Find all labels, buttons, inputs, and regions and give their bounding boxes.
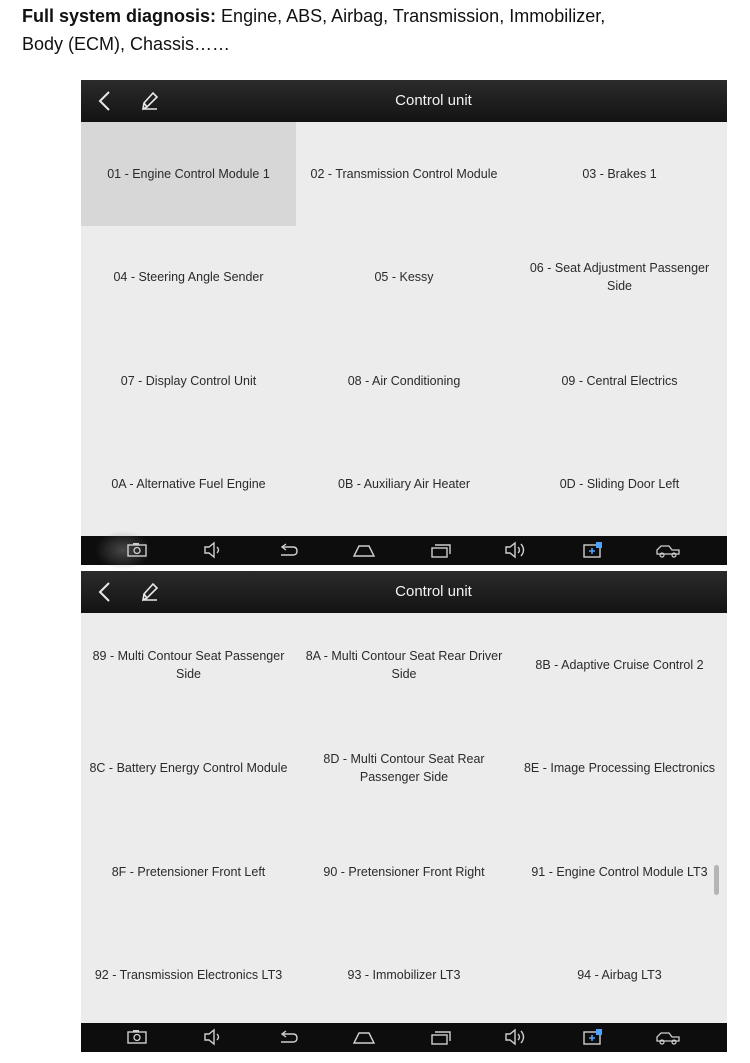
control-unit-item[interactable]: 8D - Multi Contour Seat Rear Passenger Side xyxy=(323,752,485,785)
control-unit-item[interactable]: 90 - Pretensioner Front Right xyxy=(323,864,485,879)
control-unit-item[interactable]: 92 - Transmission Electronics LT3 xyxy=(94,968,283,983)
control-unit-item[interactable]: 01 - Engine Control Module 1 xyxy=(81,122,296,226)
edit-pen-icon[interactable] xyxy=(135,579,161,605)
control-unit-item[interactable]: 02 - Transmission Control Module xyxy=(310,166,498,181)
control-unit-item[interactable]: 93 - Immobilizer LT3 xyxy=(347,968,461,983)
recent-apps-icon[interactable] xyxy=(427,540,453,560)
add-screen-icon[interactable] xyxy=(579,1027,605,1047)
control-unit-item[interactable]: 06 - Seat Adjustment Passenger Side xyxy=(529,261,710,294)
volume-up-icon[interactable] xyxy=(503,540,529,560)
control-unit-item[interactable]: 94 - Airbag LT3 xyxy=(577,968,662,983)
back-icon[interactable] xyxy=(275,540,301,560)
control-unit-item[interactable]: 8E - Image Processing Electronics xyxy=(523,761,716,776)
control-unit-item[interactable]: 05 - Kessy xyxy=(374,270,434,285)
control-unit-item[interactable]: 0D - Sliding Door Left xyxy=(559,477,680,492)
back-chevron-icon[interactable] xyxy=(91,579,119,605)
system-nav-bar xyxy=(81,536,727,565)
back-chevron-icon[interactable] xyxy=(91,88,119,114)
control-unit-item[interactable]: 8C - Battery Energy Control Module xyxy=(89,761,288,776)
tablet-screen-1 xyxy=(81,80,727,565)
volume-up-icon[interactable] xyxy=(503,1027,529,1047)
caption-bold: Full system diagnosis: xyxy=(22,6,217,26)
control-unit-item[interactable]: 09 - Central Electrics xyxy=(561,373,678,388)
back-icon[interactable] xyxy=(275,1027,301,1047)
control-unit-item[interactable]: 8A - Multi Contour Seat Rear Driver Side xyxy=(305,648,503,681)
control-unit-item[interactable]: 8F - Pretensioner Front Left xyxy=(111,864,266,879)
control-unit-item[interactable]: 8B - Adaptive Cruise Control 2 xyxy=(535,657,704,672)
control-unit-item[interactable]: 04 - Steering Angle Sender xyxy=(113,270,264,285)
volume-down-icon[interactable] xyxy=(200,540,226,560)
tablet-screen-2 xyxy=(81,571,727,1052)
caption-line2: Body (ECM), Chassis…… xyxy=(22,34,231,54)
add-screen-icon[interactable] xyxy=(579,540,605,560)
control-unit-item[interactable]: 0B - Auxiliary Air Heater xyxy=(338,477,470,492)
volume-down-icon[interactable] xyxy=(200,1027,226,1047)
screenshot-icon[interactable] xyxy=(124,540,150,560)
control-unit-item[interactable]: 08 - Air Conditioning xyxy=(347,373,461,388)
caption xyxy=(22,2,722,58)
control-unit-item[interactable]: 03 - Brakes 1 xyxy=(582,166,657,181)
control-unit-grid xyxy=(81,122,727,536)
caption-line1: Engine, ABS, Airbag, Transmission, Immobilizer, xyxy=(216,6,606,26)
vci-car-icon[interactable] xyxy=(655,1027,681,1047)
control-unit-item[interactable]: 0A - Alternative Fuel Engine xyxy=(111,477,266,492)
page-title: Control unit xyxy=(395,583,472,600)
home-icon[interactable] xyxy=(351,1027,377,1047)
edit-pen-icon[interactable] xyxy=(135,88,161,114)
control-unit-item[interactable]: 07 - Display Control Unit xyxy=(120,373,257,388)
control-unit-item[interactable]: 89 - Multi Contour Seat Passenger Side xyxy=(92,648,285,681)
home-icon[interactable] xyxy=(351,540,377,560)
system-nav-bar xyxy=(81,1023,727,1052)
vci-car-icon[interactable] xyxy=(655,540,681,560)
control-unit-item[interactable]: 91 - Engine Control Module LT3 xyxy=(531,864,708,879)
control-unit-grid xyxy=(81,613,727,1027)
recent-apps-icon[interactable] xyxy=(427,1027,453,1047)
page-title: Control unit xyxy=(395,92,472,109)
top-bar xyxy=(81,80,727,122)
scrollbar[interactable] xyxy=(714,865,719,895)
screenshot-icon[interactable] xyxy=(124,1027,150,1047)
top-bar xyxy=(81,571,727,613)
